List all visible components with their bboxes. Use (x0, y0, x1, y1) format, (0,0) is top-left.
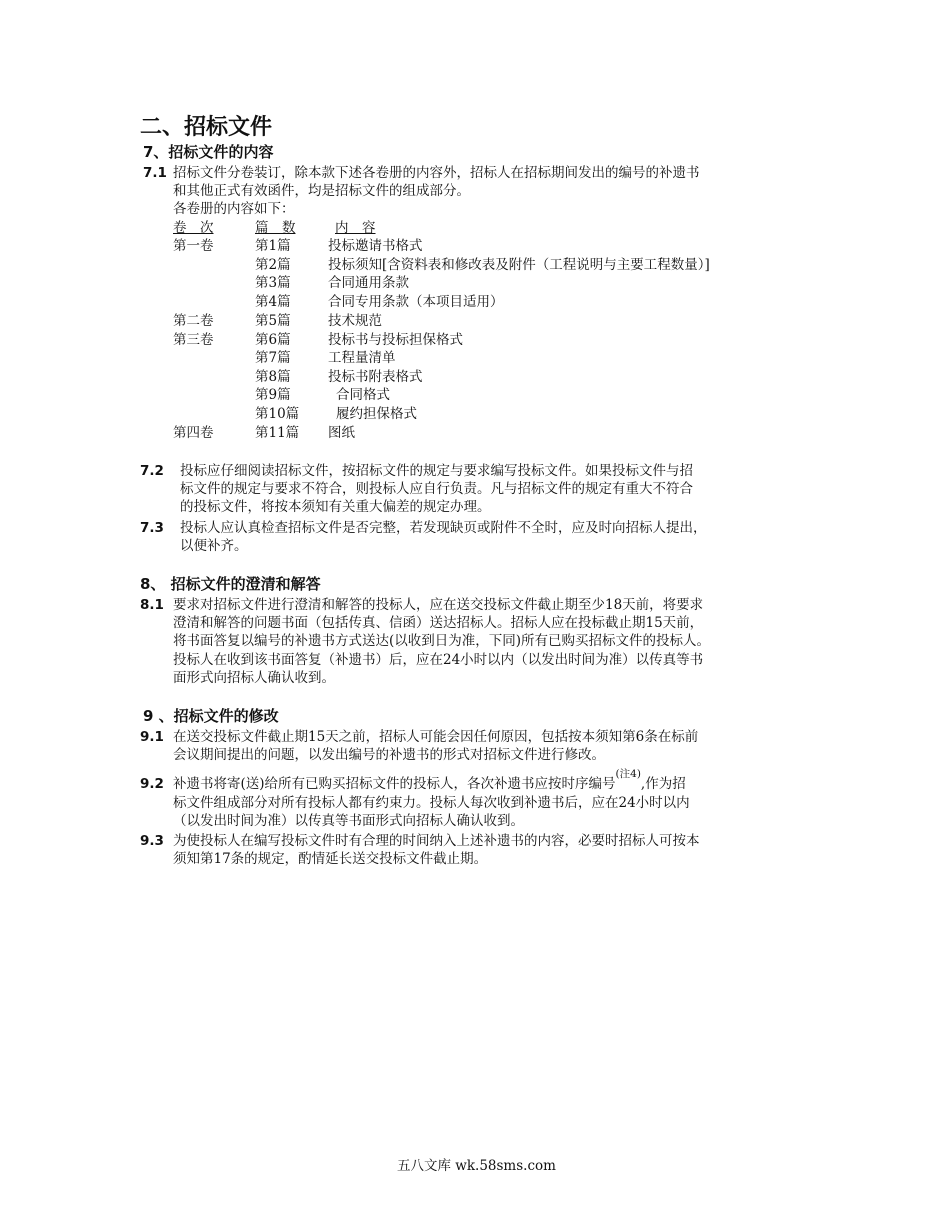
clause-7-1-number: 7.1 (143, 165, 167, 181)
table-cell-content: 履约担保格式 (336, 406, 417, 422)
table-cell-piece: 第4篇 (255, 294, 291, 310)
clause-9-3-line: 须知第17条的规定，酌情延长送交投标文件截止期。 (173, 851, 488, 867)
table-cell-content: 合同专用条款（本项目适用） (328, 294, 504, 310)
clause-9-3-number: 9.3 (140, 833, 164, 849)
table-cell-volume: 第二卷 (173, 313, 214, 329)
clause-7-2-line: 标文件的规定与要求不符合，则投标人应自行负责。凡与招标文件的规定有重大不符合 (180, 481, 693, 497)
table-cell-volume: 第一卷 (173, 238, 214, 254)
table-cell-piece: 第8篇 (255, 369, 291, 385)
table-cell-content: 技术规范 (328, 313, 382, 329)
table-cell-piece: 第5篇 (255, 313, 291, 329)
table-cell-piece: 第3篇 (255, 275, 291, 291)
footnote-marker: (注4) (615, 768, 641, 780)
table-cell-piece: 第1篇 (255, 238, 291, 254)
clause-9-2-line: （以发出时间为准）以传真等书面形式向招标人确认收到。 (173, 813, 524, 829)
table-cell-piece: 第9篇 (255, 387, 291, 403)
table-cell-content: 合同格式 (336, 387, 390, 403)
clause-9-3-line: 为使投标人在编写投标文件时有合理的时间纳入上述补遗书的内容，必要时招标人可按本 (173, 833, 700, 849)
clause-9-2-text: 补遗书将寄(送)给所有已购买招标文件的投标人，各次补遗书应按时序编号 (173, 776, 616, 792)
clause-9-1-number: 9.1 (140, 729, 164, 745)
section-9-heading: 9 、招标文件的修改 (143, 707, 279, 725)
clause-7-1-line: 各卷册的内容如下： (173, 201, 295, 217)
table-cell-piece: 第10篇 (255, 406, 300, 422)
clause-8-1-line: 面形式向招标人确认收到。 (173, 670, 335, 686)
document-title: 二、招标文件 (140, 115, 273, 140)
section-7-heading: 7、招标文件的内容 (143, 143, 274, 161)
table-cell-piece: 第11篇 (255, 425, 300, 441)
clause-8-1-line: 要求对招标文件进行澄清和解答的投标人，应在送交投标文件截止期至少18天前，将要求 (173, 597, 704, 613)
clause-7-2-number: 7.2 (140, 463, 164, 479)
table-cell-piece: 第7篇 (255, 350, 291, 366)
table-header-volume: 卷 次 (173, 220, 214, 236)
table-cell-volume: 第四卷 (173, 425, 214, 441)
table-cell-content: 投标邀请书格式 (328, 238, 423, 254)
table-cell-volume: 第三卷 (173, 332, 214, 348)
table-cell-content: 投标书与投标担保格式 (328, 332, 463, 348)
clause-9-2-number: 9.2 (140, 776, 164, 792)
clause-9-2-line: 标文件组成部分对所有投标人都有约束力。投标人每次收到补遗书后，应在24小时以内 (173, 795, 690, 811)
clause-7-1-line: 招标文件分卷装订，除本款下述各卷册的内容外，招标人在招标期间发出的编号的补遗书 (173, 165, 700, 181)
table-cell-content: 合同通用条款 (328, 275, 409, 291)
clause-8-1-line: 投标人在收到该书面答复（补遗书）后，应在24小时以内（以发出时间为准）以传真等书 (173, 652, 704, 668)
clause-9-2-text: ,作为招 (640, 776, 686, 792)
table-cell-piece: 第6篇 (255, 332, 291, 348)
clause-7-1-line: 和其他正式有效函件，均是招标文件的组成部分。 (173, 183, 470, 199)
clause-7-3-line: 投标人应认真检查招标文件是否完整，若发现缺页或附件不全时，应及时向招标人提出， (180, 520, 707, 536)
table-header-pieces: 篇 数 (255, 220, 296, 236)
clause-8-1-number: 8.1 (140, 597, 164, 613)
table-cell-content: 图纸 (328, 425, 355, 441)
table-cell-content: 投标书附表格式 (328, 369, 423, 385)
table-cell-piece: 第2篇 (255, 257, 291, 273)
clause-8-1-line: 将书面答复以编号的补遗书方式送达(以收到日为准，下同)所有已购买招标文件的投标人。 (173, 633, 711, 649)
clause-7-3-number: 7.3 (140, 520, 164, 536)
table-cell-content: 工程量清单 (328, 350, 396, 366)
clause-7-3-line: 以便补齐。 (180, 538, 248, 554)
table-header-content: 内 容 (335, 220, 376, 236)
clause-7-2-line: 投标应仔细阅读招标文件，按招标文件的规定与要求编写投标文件。如果投标文件与招 (180, 463, 693, 479)
section-8-heading: 8、 招标文件的澄清和解答 (140, 575, 321, 593)
clause-9-2-line (173, 768, 686, 794)
clause-7-2-line: 的投标文件，将按本须知有关重大偏差的规定办理。 (180, 499, 491, 515)
clause-9-1-line: 在送交投标文件截止期15天之前，招标人可能会因任何原因，包括按本须知第6条在标前 (173, 729, 699, 745)
clause-9-1-line: 会议期间提出的问题，以发出编号的补遗书的形式对招标文件进行修改。 (173, 747, 605, 763)
clause-8-1-line: 澄清和解答的问题书面（包括传真、信函）送达招标人。招标人应在投标截止期15天前， (173, 615, 704, 631)
table-cell-content: 投标须知[含资料表和修改表及附件（工程说明与主要工程数量）] (328, 257, 710, 273)
footer-watermark: 五八文库 wk.58sms.com (397, 1158, 556, 1174)
